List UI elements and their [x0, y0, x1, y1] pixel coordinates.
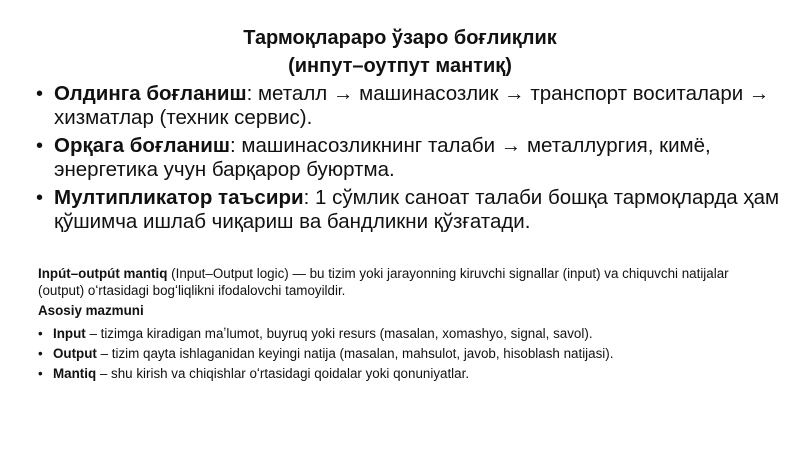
section-heading: Asosiy mazmuni [38, 303, 144, 318]
list-item-output [38, 344, 778, 364]
list-item-input [38, 324, 778, 344]
definition-text: (Input–Output logic) — bu tizim yoki jarayonning kiruvchi signallar (input) va chiquvchi natijalar (output) oʻrtasidagi bogʻliqlikni ifodalovchi tamoyildir. [38, 266, 729, 298]
item-term: Input [53, 326, 86, 341]
main-bullet-list [36, 82, 786, 238]
definition-term: Inpút–outpút mantiq [38, 266, 168, 281]
item-text: – shu kirish va chiqishlar oʻrtasidagi qoidalar yoki qonuniyatlar. [96, 366, 470, 381]
bullet-backward-linkage [36, 134, 786, 182]
bullet-multiplier-effect [36, 186, 786, 234]
item-term: Mantiq [53, 366, 97, 381]
item-term: Output [53, 346, 97, 361]
details-list [38, 324, 778, 384]
bullet-icon: • [36, 187, 44, 209]
bullet-icon: • [38, 326, 43, 341]
bullet-icon: • [36, 83, 44, 105]
bullet-icon: • [36, 135, 44, 157]
bullet-term: Мултипликатор таъсири [54, 186, 304, 209]
bullet-text: : металл → машинасозлик → транспорт воситалари → хизматлар (техник сервис). [54, 82, 770, 129]
list-item-logic [38, 364, 778, 384]
bullet-text: : 1 сўмлик саноат талаби бошқа тармоқларда ҳам қўшимча ишлаб чиқариш ва бандликни қўзғатади. [54, 186, 780, 233]
bullet-term: Олдинга боғланиш [54, 82, 247, 105]
item-text: – tizimga kiradigan maʼlumot, buyruq yoki resurs (masalan, xomashyo, signal, savol). [85, 326, 593, 341]
bullet-icon: • [38, 346, 43, 361]
slide-title: Тармоқлараро ўзаро боғлиқлик [243, 27, 557, 49]
bullet-icon: • [38, 366, 43, 381]
slide-subtitle: (инпут–оутпут мантиқ) [288, 55, 512, 77]
bullet-text: : машинасозликнинг талаби → металлургия, кимё, энергетика учун барқарор буюртма. [54, 134, 711, 181]
definition-paragraph [38, 265, 778, 299]
item-text: – tizim qayta ishlaganidan keyingi natija (masalan, mahsulot, javob, hisoblash natijasi). [96, 346, 614, 361]
bullet-term: Орқага боғланиш [54, 134, 230, 157]
bullet-forward-linkage [36, 82, 786, 130]
